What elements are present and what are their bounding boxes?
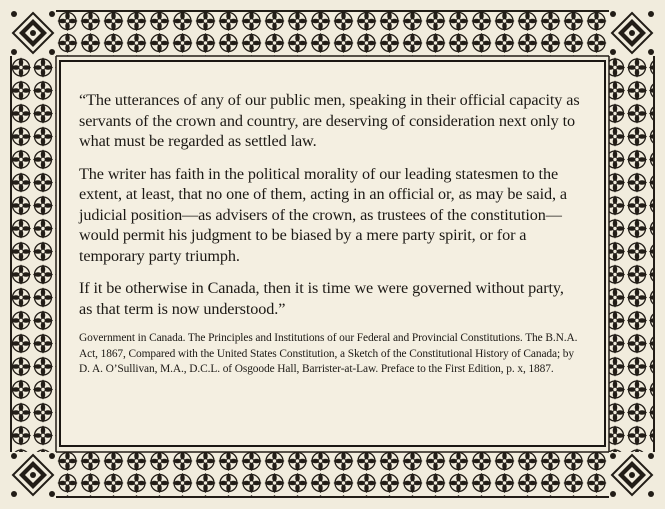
quote-paragraph-1: “The utterances of any of our public men, speaking in their official capacity as servants of the crown and country, are deserving of consideration next only to what must be regarded as settled law. <box>79 91 580 150</box>
quote-paragraph-2: The writer has faith in the political morality of our leading statesmen to the extent, at least, that no one of them, acting in an official or, as may be said, a judicial position—as advisers of the crown, as trustees of the constitution—would permit his judgment to be biased by a mere party spirit, or for a temporary party triumph. <box>79 164 568 265</box>
text-panel <box>59 60 606 447</box>
quote-paragraph-3: If it be otherwise in Canada, then it is time we were governed without party, as that term is now understood.” <box>79 279 564 318</box>
source-citation: Government in Canada. The Principles and Institutions of our Federal and Provincial Constitutions. The B.N.A. Act, 1867, Compared with the United States Constitution, a Sketch of the Constitutional History of Canada; by D. A. O’Sullivan, M.A., D.C.L. of Osgoode Hall, Barrister-at-Law. Preface to the First Edition, p. x, 1887. <box>79 332 578 375</box>
